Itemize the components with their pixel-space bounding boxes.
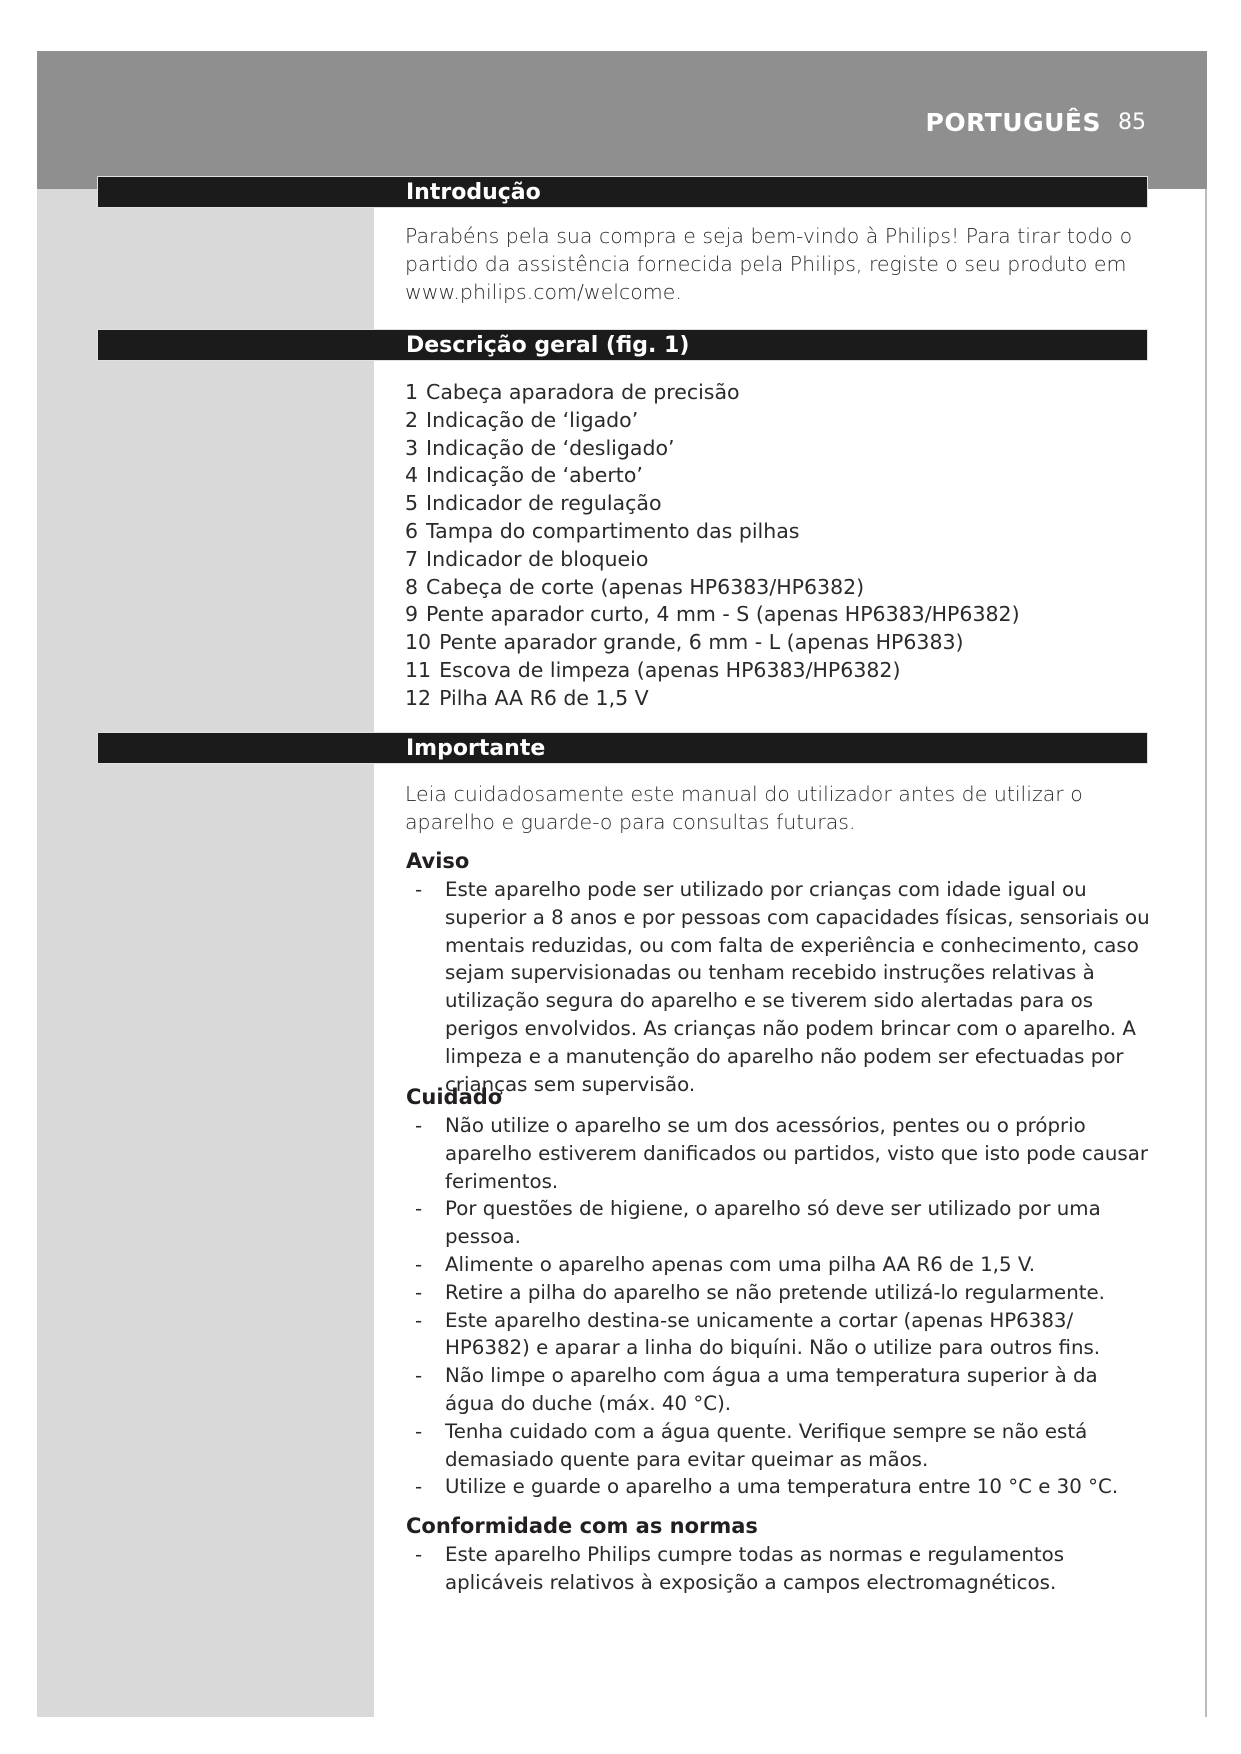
- feature-item: 12 Pilha AA R6 de 1,5 V: [405, 685, 649, 710]
- intro-paragraph: Parabéns pela sua compra e seja bem-vindo à Philips! Para tirar todo o partido da assistência fornecida pela Philips, registe o seu produto em www.philips.com/welcome.: [405, 224, 1133, 304]
- subheading-caution: Cuidado: [406, 1085, 503, 1109]
- important-text: [405, 780, 1150, 836]
- list-item: - Este aparelho Philips cumpre todas as normas e regulamentos aplicáveis relativos à exposição a campos electromagnéticos.: [415, 1543, 1065, 1594]
- list-item: - Alimente o aparelho apenas com uma pilha AA R6 de 1,5 V.: [415, 1252, 1036, 1276]
- language-heading: PORTUGUÊS: [925, 108, 1101, 137]
- list-item: - Utilize e guarde o aparelho a uma temperatura entre 10 °C e 30 °C.: [415, 1475, 1119, 1499]
- feature-item: 3 Indicação de ‘desligado’: [405, 435, 675, 460]
- section-title-important: Importante: [406, 736, 546, 761]
- section-title-overview: Descrição geral (fig. 1): [406, 333, 690, 358]
- page-number: 85: [1118, 110, 1146, 135]
- feature-item: 6 Tampa do compartimento das pilhas: [405, 518, 800, 543]
- section-bar-intro: [97, 176, 1148, 208]
- feature-item: 2 Indicação de ‘ligado’: [405, 407, 639, 432]
- feature-item: 1 Cabeça aparadora de precisão: [405, 380, 740, 404]
- list-item: - Retire a pilha do aparelho se não pretende utilizá-lo regularmente.: [415, 1280, 1105, 1304]
- list-item: - Não utilize o aparelho se um dos acessórios, pentes ou o próprio aparelho estiverem danificados ou partidos, visto que isto pode causar ferimentos.: [415, 1114, 1148, 1193]
- feature-item: 4 Indicação de ‘aberto’: [405, 463, 643, 488]
- feature-item: 10 Pente aparador grande, 6 mm - L (apenas HP6383): [405, 630, 964, 655]
- list-item: - Este aparelho destina-se unicamente a cortar (apenas HP6383/ HP6382) e aparar a linha do biquíni. Não o utilize para outros fins.: [415, 1308, 1101, 1360]
- feature-item: 5 Indicador de regulação: [405, 491, 662, 516]
- compliance-list: [405, 1541, 1150, 1597]
- feature-item: 11 Escova de limpeza (apenas HP6383/HP6382): [405, 657, 901, 682]
- page-edge-line: [1205, 189, 1207, 1717]
- feature-item: 7 Indicador de bloqueio: [405, 546, 649, 571]
- feature-list: [405, 379, 1150, 713]
- sidebar-band: [37, 189, 374, 1717]
- important-paragraph: Leia cuidadosamente este manual do utilizador antes de utilizar o aparelho e guarde-o para consultas futuras.: [405, 782, 1083, 834]
- list-item: - Por questões de higiene, o aparelho só deve ser utilizado por uma pessoa.: [415, 1197, 1101, 1249]
- feature-item: 8 Cabeça de corte (apenas HP6383/HP6382): [405, 574, 865, 599]
- intro-text: [405, 222, 1150, 306]
- warning-list: [405, 876, 1150, 1098]
- section-bar-important: [97, 732, 1148, 764]
- section-title-intro: Introdução: [406, 180, 541, 205]
- list-item: - Tenha cuidado com a água quente. Verifique sempre se não está demasiado quente para evitar queimar as mãos.: [415, 1419, 1088, 1471]
- subheading-warning: Aviso: [406, 849, 470, 873]
- feature-item: 9 Pente aparador curto, 4 mm - S (apenas HP6383/HP6382): [405, 602, 1020, 627]
- caution-list: [405, 1112, 1150, 1501]
- subheading-compliance: Conformidade com as normas: [406, 1514, 758, 1538]
- list-item: - Este aparelho pode ser utilizado por crianças com idade igual ou superior a 8 anos e por pessoas com capacidades físicas, sensoriais ou mentais reduzidas, ou com falta de experiência e conhecimento, caso sejam supervisionadas ou tenham recebido instruções relativas à utilização segura do aparelho e se tiverem sido alertadas para os perigos envolvidos. As crianças não podem brincar com o aparelho. A limpeza e a manutenção do aparelho não podem ser efectuadas por crianças sem supervisão.: [415, 878, 1150, 1096]
- list-item: - Não limpe o aparelho com água a uma temperatura superior à da água do duche (máx. 40 °C).: [415, 1364, 1098, 1415]
